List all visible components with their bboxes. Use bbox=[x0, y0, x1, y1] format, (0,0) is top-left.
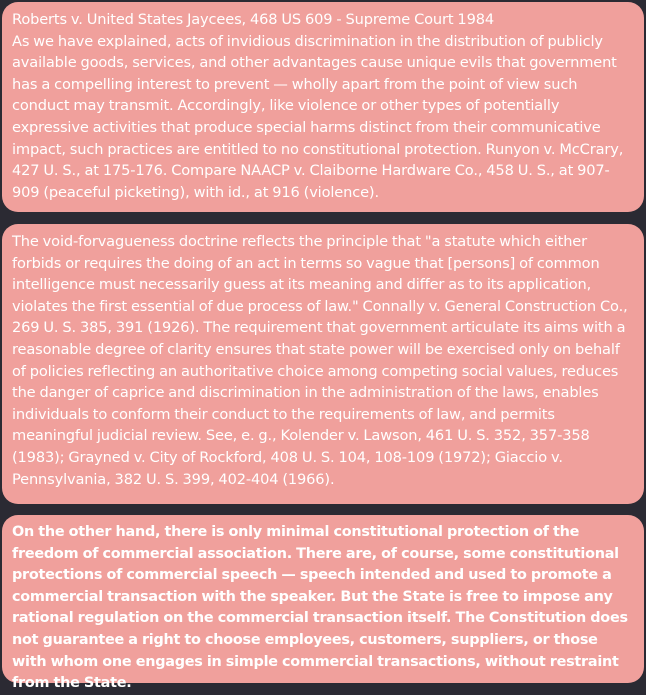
quote-card-roberts bbox=[2, 2, 644, 212]
quote-card-commercial-association bbox=[2, 515, 644, 692]
quote-text: On the other hand, there is only minimal constitutional protection of the freedom of commercial association. There are, of course, some constitutional protections of commercial speech — speech intended and used to promote a commercial transaction with the speaker. But the State is free to impose any rational regulation on the commercial transaction itself. The Constitution does not guarantee a right to choose employees, customers, suppliers, or those with whom one engages in simple commercial transactions, without restraint from the State. bbox=[12, 524, 628, 692]
quote-text: The void-forvagueness doctrine reflects the principle that "a statute which either forbids or requires the doing of an act in terms so vague that [persons] of common intelligence must necessarily guess at its meaning and differ as to its application, violates the first essential of due process of law." Connally v. General Construction Co., 269 U. S. 385, 391 (1926). The requirement that government articulate its aims with a reasonable degree of clarity ensures that state power will be exercised only on behalf of policies reflecting an authoritative choice among competing social values, reduces the danger of caprice and discrimination in the administration of the laws, enables individuals to conform their conduct to the requirements of law, and permits meaningful judicial review. See, e. g., Kolender v. Lawson, 461 U. S. 352, 357-358 (1983); Grayned v. City of Rockford, 408 U. S. 104, 108-109 (1972); Giaccio v. Pennsylvania, 382 U. S. 399, 402-404 (1966). bbox=[12, 233, 628, 488]
quote-card-vagueness bbox=[2, 224, 644, 504]
quote-text: Roberts v. United States Jaycees, 468 US 609 - Supreme Court 1984 As we have explained, acts of invidious discrimination in the distribution of publicly available goods, services, and other advantages cause unique evils that government has a compelling interest to prevent — wholly apart from the point of view such conduct may transmit. Accordingly, like violence or other types of potentially expressive activities that produce special harms distinct from their communicative impact, such practices are entitled to no constitutional protection. Runyon v. McCrary, 427 U. S., at 175-176. Compare NAACP v. Claiborne Hardware Co., 458 U. S., at 907-909 (peaceful picketing), with id., at 916 (violence). bbox=[12, 11, 624, 201]
